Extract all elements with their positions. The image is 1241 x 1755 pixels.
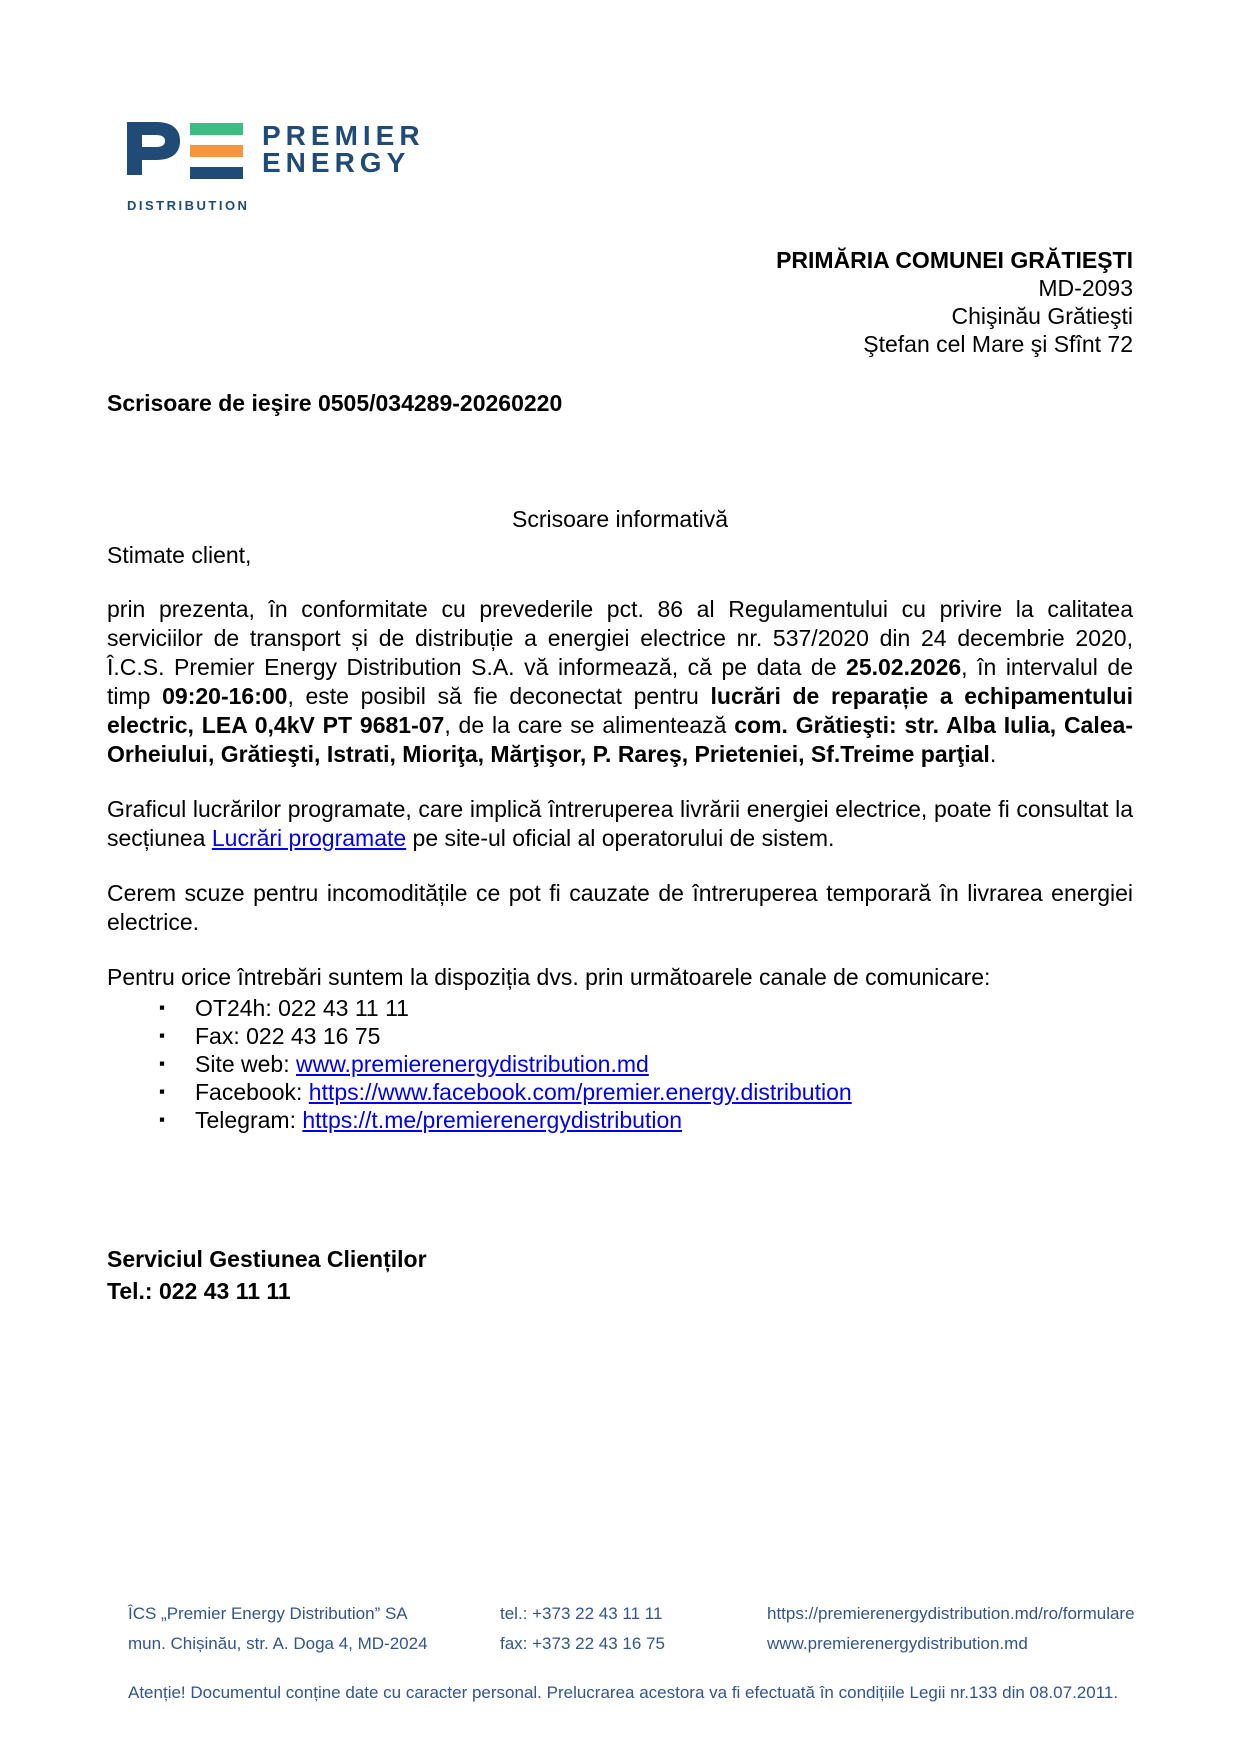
p1-seg3: , este posibil să fie deconectat pentru bbox=[287, 683, 711, 709]
channel-ot24h bbox=[107, 994, 1133, 1022]
channel-facebook-label: Facebook: bbox=[195, 1079, 309, 1105]
p1-seg5: . bbox=[989, 741, 997, 767]
recipient-city: Chişinău Grătieşti bbox=[951, 303, 1133, 329]
privacy-note: Atenție! Documentul conține date cu caracter personal. Prelucrarea acestora va fi efectuată în condițiile Legii nr.133 din 08.07.2011. bbox=[128, 1683, 1119, 1702]
logo-wordmark-premier: PREMIER bbox=[262, 120, 425, 151]
site-web-link[interactable]: www.premierenergydistribution.md bbox=[296, 1051, 649, 1077]
logo-wordmark bbox=[262, 122, 425, 176]
p2-seg2: pe site-ul oficial al operatorului de sistem. bbox=[406, 825, 835, 851]
letter-title: Scrisoare informativă bbox=[511, 506, 729, 532]
footer-fax: fax: +373 22 43 16 75 bbox=[500, 1634, 665, 1653]
footer-address: mun. Chișinău, str. A. Doga 4, MD-2024 bbox=[128, 1634, 428, 1653]
logo-bar-navy bbox=[190, 167, 243, 179]
p1-seg2: , în intervalul de timp bbox=[107, 654, 1133, 709]
logo-e-bars-icon bbox=[190, 122, 243, 189]
recipient-street: Ştefan cel Mare şi Sfînt 72 bbox=[863, 331, 1133, 357]
signature-phone: Tel.: 022 43 11 11 bbox=[107, 1278, 291, 1304]
p1-seg4: , de la care se alimentează bbox=[444, 712, 735, 738]
p1-area: com. Grătieşti: str. Alba Iulia, Calea-Orheiului, Grătieşti, Istrati, Mioriţa, Mărţişor, P. Rareş, Prieteniei, Sf.Treime parţial bbox=[107, 712, 1133, 767]
p1-seg1: prin prezenta, în conformitate cu prevederile pct. 86 al Regulamentului cu privire la calitatea serviciilor de transport și de distribuție a energiei electrice nr. 537/2020 din 24 decembrie 2020, Î.C.S. Premier Energy Distribution S.A. vă informează, că pe data de bbox=[107, 596, 1133, 680]
logo-bar-orange bbox=[190, 145, 243, 157]
paragraph-contact-intro: Pentru orice întrebări suntem la dispoziția dvs. prin următoarele canale de comunicare: bbox=[107, 964, 991, 990]
paragraph-schedule bbox=[107, 795, 1133, 853]
channel-telegram-label: Telegram: bbox=[195, 1107, 303, 1133]
paragraph-apology: Cerem scuze pentru incomoditățile ce pot fi cauzate de întreruperea temporară în livrarea energiei electrice. bbox=[107, 880, 1133, 935]
p2-seg1: Graficul lucrărilor programate, care implică întreruperea livrării energiei electrice, poate fi consultat la secțiunea bbox=[107, 796, 1133, 851]
logo-p-icon bbox=[127, 122, 180, 175]
signature-department: Serviciul Gestiunea Clienților bbox=[107, 1246, 427, 1272]
footer-forms-url: https://premierenergydistribution.md/ro/formulare bbox=[767, 1604, 1135, 1623]
footer-links-column bbox=[767, 1599, 1135, 1659]
channel-facebook bbox=[107, 1078, 1133, 1106]
recipient-postal-code: MD-2093 bbox=[1038, 275, 1133, 301]
salutation: Stimate client, bbox=[107, 542, 252, 568]
channel-ot24h-text: OT24h: 022 43 11 11 bbox=[195, 995, 409, 1021]
recipient-name: PRIMĂRIA COMUNEI GRĂTIEŞTI bbox=[776, 247, 1133, 273]
footer bbox=[128, 1599, 1138, 1663]
channel-site-label: Site web: bbox=[195, 1051, 296, 1077]
channel-site-web bbox=[107, 1050, 1133, 1078]
logo-wordmark-energy: ENERGY bbox=[262, 147, 411, 178]
telegram-link[interactable]: https://t.me/premierenergydistribution bbox=[302, 1107, 683, 1133]
lucrari-programate-link[interactable]: Lucrări programate bbox=[211, 825, 407, 851]
p1-time: 09:20-16:00 bbox=[162, 683, 288, 709]
channel-fax-text: Fax: 022 43 16 75 bbox=[195, 1023, 381, 1049]
p1-date: 25.02.2026 bbox=[846, 654, 962, 680]
footer-tel: tel.: +373 22 43 11 11 bbox=[500, 1604, 663, 1623]
logo-distribution-label: DISTRIBUTION bbox=[127, 198, 250, 213]
outgoing-reference: Scrisoare de ieşire 0505/034289-20260220 bbox=[107, 390, 563, 416]
facebook-link[interactable]: https://www.facebook.com/premier.energy.distribution bbox=[308, 1079, 852, 1105]
channel-fax bbox=[107, 1022, 1133, 1050]
recipient-block bbox=[107, 246, 1133, 358]
footer-company: ÎCS „Premier Energy Distribution” SA bbox=[128, 1604, 408, 1623]
premier-energy-logo bbox=[127, 122, 425, 213]
letter-body bbox=[107, 595, 1133, 1134]
p1-works: lucrări de reparație a echipamentului electric, LEA 0,4kV PT 9681-07 bbox=[107, 683, 1133, 738]
signature-block bbox=[107, 1243, 427, 1307]
logo-bar-green bbox=[190, 123, 243, 135]
footer-site-url: www.premierenergydistribution.md bbox=[767, 1634, 1028, 1653]
channel-telegram bbox=[107, 1106, 1133, 1134]
footer-company-column bbox=[128, 1599, 428, 1659]
contact-channels-list bbox=[107, 994, 1133, 1134]
paragraph-notification bbox=[107, 595, 1133, 769]
footer-phone-column bbox=[500, 1599, 665, 1659]
